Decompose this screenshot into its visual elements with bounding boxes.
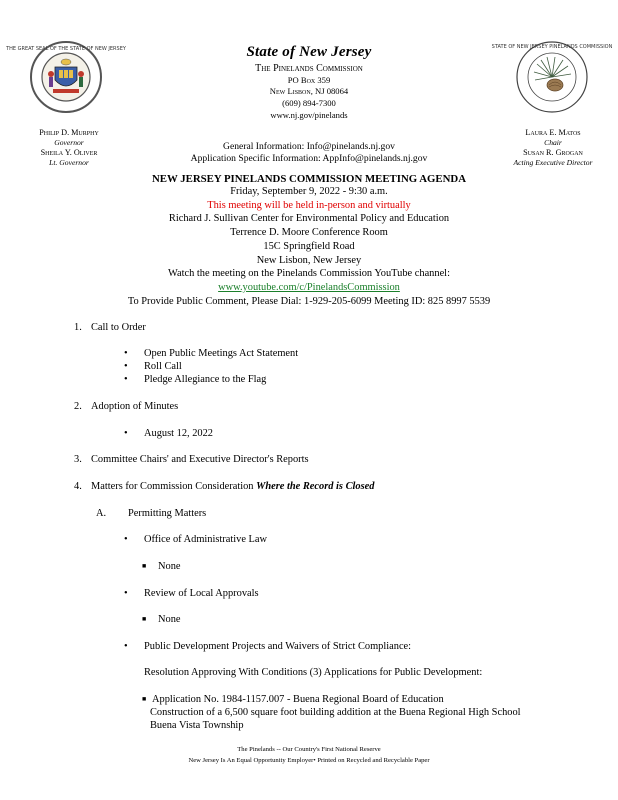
lt-governor-role: Lt. Governor <box>49 158 89 167</box>
item-1-bullet-3: Pledge Allegiance to the Flag <box>144 374 267 385</box>
item-1-bullet-1: Open Public Meetings Act Statement <box>144 348 299 359</box>
bullet-icon: • <box>124 428 128 439</box>
application-1-line-1: Application No. 1984-1157.007 - Buena Regional Board of Education <box>152 694 444 705</box>
item-4-number: 4. <box>74 481 82 492</box>
agenda-title: NEW JERSEY PINELANDS COMMISSION MEETING AGENDA <box>151 173 467 185</box>
chair-role: Chair <box>544 138 562 147</box>
footer-eoe: New Jersey Is An Equal Opportunity Employer <box>188 757 314 764</box>
watch-note: Watch the meeting on the Pinelands Commission YouTube channel: <box>168 268 450 279</box>
item-2-bullet-1: August 12, 2022 <box>144 428 213 439</box>
lt-governor-name: Sheila Y. Oliver <box>40 148 98 157</box>
item-1-number: 1. <box>74 322 82 333</box>
director-name: Susan R. Grogan <box>523 148 583 157</box>
meeting-room: Terrence D. Moore Conference Room <box>230 227 388 238</box>
pdp-label: Public Development Projects and Waivers of Strict Compliance: <box>144 641 412 652</box>
footer-line-1: The Pinelands -- Our Country's First National Reserve <box>237 746 381 753</box>
bullet-icon: • <box>124 588 128 599</box>
youtube-link[interactable]: www.youtube.com/c/PinelandsCommission <box>218 282 400 293</box>
item-3-number: 3. <box>74 454 82 465</box>
square-bullet-icon: ■ <box>142 695 147 703</box>
bullet-icon: • <box>124 641 128 652</box>
section-a-letter: A. <box>96 508 107 519</box>
meeting-venue: Richard J. Sullivan Center for Environmental Policy and Education <box>168 213 450 224</box>
general-info: General Information: Info@pinelands.nj.gov <box>223 141 395 152</box>
rla-label: Review of Local Approvals <box>144 588 259 599</box>
application-info: Application Specific Information: AppInfo@pinelands.nj.gov <box>190 153 428 164</box>
bullet-icon: • <box>124 361 128 372</box>
section-a-label: Permitting Matters <box>128 508 207 519</box>
item-2-label: Adoption of Minutes <box>91 401 179 412</box>
footer-recycled: Printed on Recycled and Recyclable Paper <box>317 757 430 764</box>
item-4-label-emphasis: Where the Record is Closed <box>256 481 375 492</box>
application-1-line-3: Buena Vista Township <box>150 720 244 731</box>
item-2-number: 2. <box>74 401 82 412</box>
oal-none: None <box>158 561 181 572</box>
meeting-date: Friday, September 9, 2022 - 9:30 a.m. <box>230 186 388 197</box>
bullet-icon: • <box>124 348 128 359</box>
youtube-link-row <box>0 281 618 295</box>
square-bullet-icon: ■ <box>142 615 147 623</box>
left-seal-text: THE GREAT SEAL OF THE STATE OF NEW JERSEY <box>6 46 126 52</box>
city-line: New Lisbon, NJ 08064 <box>269 86 349 96</box>
footer-line-2 <box>0 756 618 766</box>
governor-role: Governor <box>54 138 84 147</box>
item-4-label-row <box>91 481 374 492</box>
application-1-line-2: Construction of a 6,500 square foot building addition at the Buena Regional High School <box>150 707 521 718</box>
resolution-text: Resolution Approving With Conditions (3) Applications for Public Development: <box>144 667 483 678</box>
po-box: PO Box 359 <box>287 75 331 85</box>
director-role: Acting Executive Director <box>513 158 593 167</box>
right-seal-text: STATE OF NEW JERSEY PINELANDS COMMISSION <box>491 44 613 50</box>
rla-none: None <box>158 614 181 625</box>
website[interactable]: www.nj.gov/pinelands <box>270 110 348 120</box>
phone: (609) 894-7300 <box>282 98 336 108</box>
bullet-icon: • <box>124 374 128 385</box>
square-bullet-icon: ■ <box>142 562 147 570</box>
footer-separator-icon: • <box>313 757 316 764</box>
oal-label: Office of Administrative Law <box>144 534 268 545</box>
item-3-label: Committee Chairs' and Executive Director's Reports <box>91 454 309 465</box>
item-1-bullet-2: Roll Call <box>144 361 182 372</box>
commission-name: The Pinelands Commission <box>255 63 363 74</box>
meeting-notice: This meeting will be held in-person and virtually <box>207 200 411 211</box>
public-comment: To Provide Public Comment, Please Dial: 1-929-205-6099 Meeting ID: 825 8997 5539 <box>127 296 491 307</box>
chair-name: Laura E. Matos <box>525 128 581 137</box>
meeting-town: New Lisbon, New Jersey <box>256 255 362 266</box>
item-4-label: Matters for Commission Consideration <box>91 481 257 492</box>
governor-name: Philip D. Murphy <box>39 128 99 137</box>
state-title: State of New Jersey <box>246 44 372 60</box>
item-1-label: Call to Order <box>91 322 146 333</box>
bullet-icon: • <box>124 534 128 545</box>
meeting-address: 15C Springfield Road <box>263 241 355 252</box>
